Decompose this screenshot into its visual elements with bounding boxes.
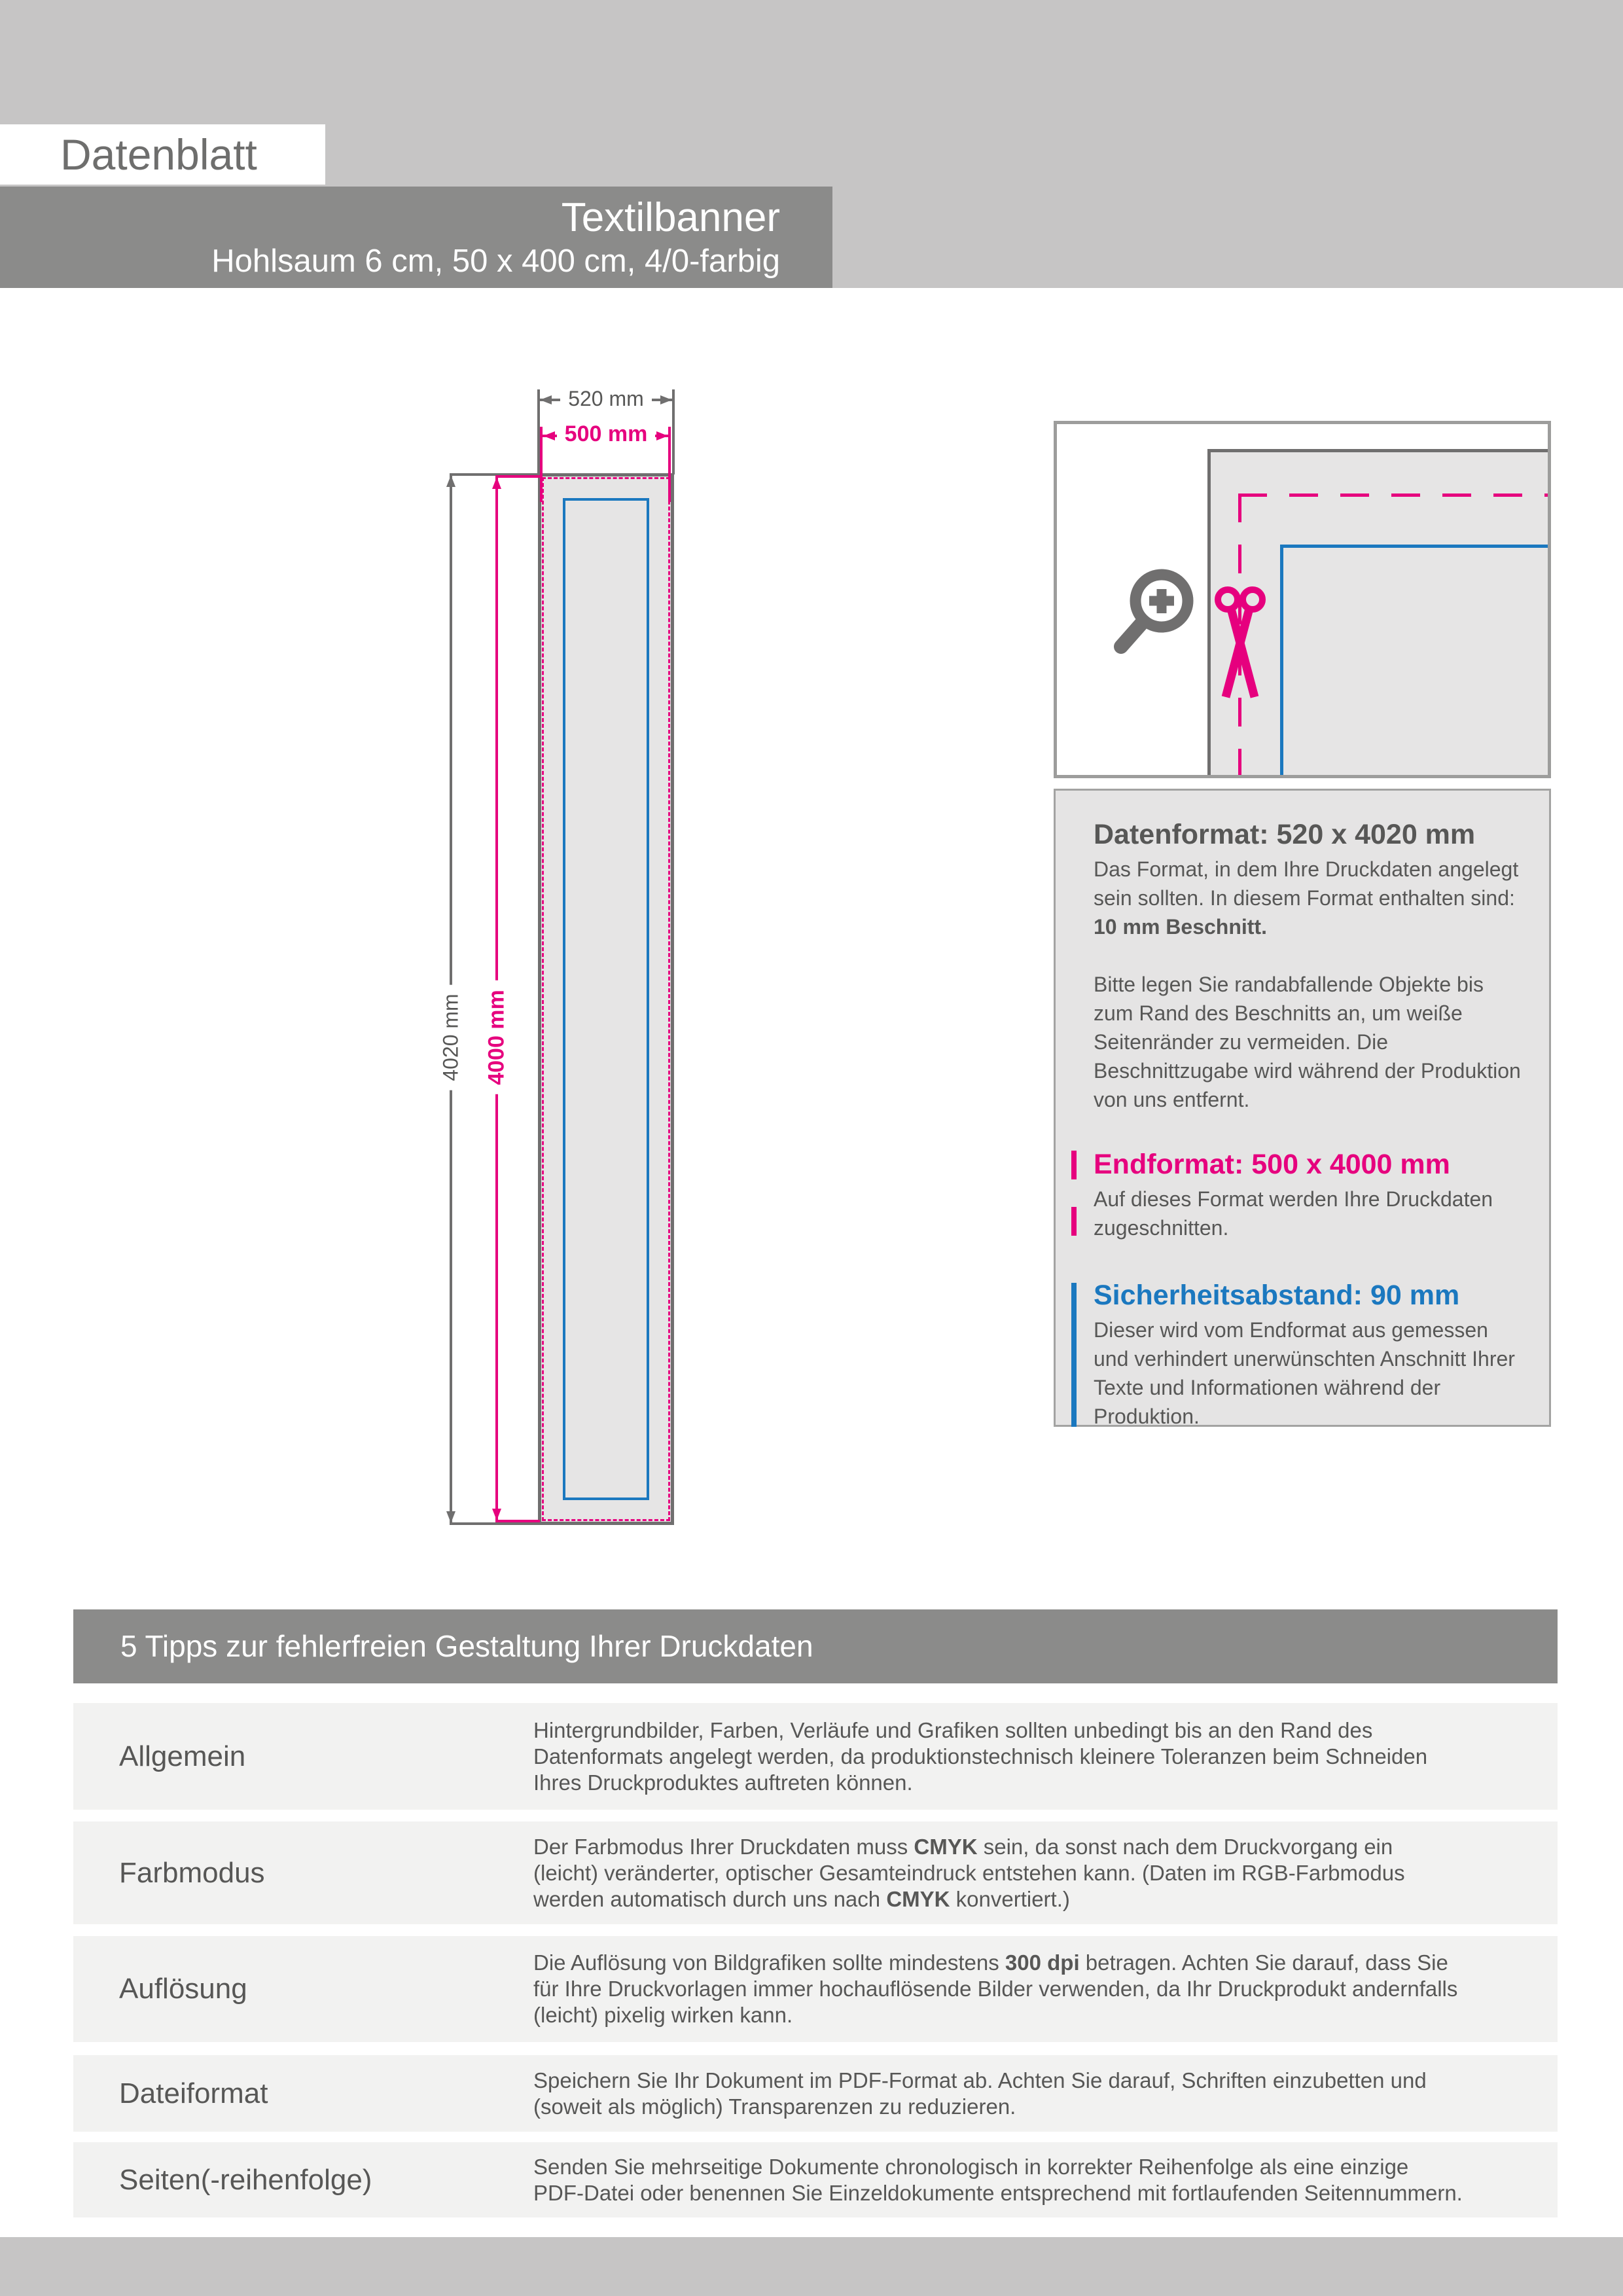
corner-detail-diagram: [1057, 424, 1548, 775]
tip-label: Seiten(-reihenfolge): [119, 2163, 372, 2196]
dim-4000-arrow-up: [492, 477, 501, 489]
format-info-panel: [1054, 789, 1551, 1427]
dim-520-label-wrap: [538, 386, 674, 412]
tip-text: Speichern Sie Ihr Dokument im PDF-Format ab. Achten Sie darauf, Schriften einzubetten und (soweit als möglich) Transparenzen zu reduzieren.: [533, 2068, 1427, 2119]
datenformat-p1-bold: 10 mm Beschnitt.: [1094, 915, 1267, 939]
product-title-banner: [0, 187, 832, 288]
tips-header-bar: [73, 1609, 1558, 1683]
detail-safety-line-v: [1280, 545, 1283, 775]
sicherheitsabstand-title: Sicherheitsabstand: 90 mm: [1094, 1280, 1460, 1311]
tip-label: Dateiformat: [119, 2077, 268, 2109]
endformat-title: Endformat: 500 x 4000 mm: [1094, 1149, 1450, 1180]
tip-label: Farbmodus: [119, 1856, 265, 1889]
conn-4020-bottom: [450, 1522, 538, 1525]
tip-text: Der Farbmodus Ihrer Druckdaten muss CMYK sein, da sonst nach dem Druckvorgang ein (leicht) veränderter, optischer Gesamteindruck entstehen kann. (Daten im RGB-Farbmodus werden automatisch durch uns nach CMYK konvertiert.): [533, 1834, 1405, 1911]
conn-4000-bottom: [495, 1520, 540, 1522]
magnifier-zoom-icon: [1108, 563, 1200, 664]
sicherheitsabstand-section: [1094, 1279, 1527, 1431]
dim-4000-label: 4000 mm: [480, 980, 514, 1094]
dim-4000-arrow-down: [492, 1509, 501, 1520]
dim-4020-arrow-down: [446, 1511, 455, 1523]
sicherheitsabstand-text: Dieser wird vom Endformat aus gemessen und verhindert unerwünschten Anschnitt Ihrer Texte und Informationen während der Produktion.: [1094, 1318, 1515, 1428]
endformat-text: Auf dieses Format werden Ihre Druckdaten zugeschnitten.: [1094, 1187, 1493, 1240]
detail-dataformat-edge-h: [1207, 449, 1548, 452]
datenformat-title: Datenformat: 520 x 4020 mm: [1094, 819, 1476, 850]
product-title: Textilbanner: [561, 194, 780, 240]
datenformat-section: [1094, 818, 1527, 1114]
dim-4020-label: 4020 mm: [435, 984, 467, 1090]
tip-label: Auflösung: [119, 1973, 247, 2005]
dim-4020-arrow-up: [446, 475, 455, 487]
endformat-section: [1094, 1148, 1527, 1242]
datenformat-paragraph-1: [1094, 855, 1527, 941]
tip-row-dateiformat: [73, 2055, 1558, 2132]
detail-dataformat-edge-v: [1207, 449, 1211, 775]
tip-text: Die Auflösung von Bildgrafiken sollte mindestens 300 dpi betragen. Achten Sie darauf, dass Sie für Ihre Druckvorlagen immer hochauflösende Bilder verwenden, da Ihr Druckprodukt andernfalls (leicht) pixelig wirken kann.: [533, 1950, 1458, 2027]
tip-row-farbmodus: [73, 1821, 1558, 1924]
conn-4000-top: [495, 475, 540, 478]
dim-500-label-wrap: [538, 420, 674, 448]
scissors-icon: [1214, 583, 1266, 713]
product-subtitle: Hohlsaum 6 cm, 50 x 400 cm, 4/0-farbig: [211, 243, 780, 279]
tip-text: Senden Sie mehrseitige Dokumente chronologisch in korrekter Reihenfolge als eine einzige PDF-Datei oder benennen Sie Einzeldokumente entsprechend mit fortlaufenden Seitennummern.: [533, 2154, 1463, 2205]
detail-cut-line-h: [1238, 493, 1548, 497]
detail-safety-line-h: [1280, 545, 1548, 548]
tip-label: Allgemein: [119, 1740, 246, 1772]
endformat-marker-bar: [1071, 1151, 1077, 1249]
corner-detail-box: [1054, 421, 1551, 778]
tip-row-seitenreihenfolge: [73, 2142, 1558, 2217]
sheet-label-box: [0, 124, 325, 185]
safety-margin-rect: [563, 498, 649, 1500]
dim-500-label: 500 mm: [557, 420, 656, 448]
sicherheitsabstand-marker-bar: [1071, 1283, 1077, 1427]
tip-row-allgemein: [73, 1703, 1558, 1810]
bottom-gray-band: [0, 2237, 1623, 2296]
tip-row-aufloesung: [73, 1936, 1558, 2042]
tips-header-title: 5 Tipps zur fehlerfreien Gestaltung Ihrer Druckdaten: [120, 1629, 813, 1663]
sheet-label: Datenblatt: [60, 130, 257, 179]
dim-520-label: 520 mm: [560, 386, 652, 412]
datenformat-paragraph-2: Bitte legen Sie randabfallende Objekte bis zum Rand des Beschnitts an, um weiße Seitenränder zu vermeiden. Die Beschnittzugabe wird während der Produktion von uns entfernt.: [1094, 973, 1521, 1111]
datenformat-p1-text: Das Format, in dem Ihre Druckdaten angelegt sein sollten. In diesem Format enthalten sind:: [1094, 857, 1519, 910]
tip-text: Hintergrundbilder, Farben, Verläufe und Grafiken sollten unbedingt bis an den Rand des Datenformats angelegt werden, da produktionstechnisch kleinere Toleranzen beim Schneiden Ihres Druckproduktes auftreten können.: [533, 1717, 1428, 1795]
